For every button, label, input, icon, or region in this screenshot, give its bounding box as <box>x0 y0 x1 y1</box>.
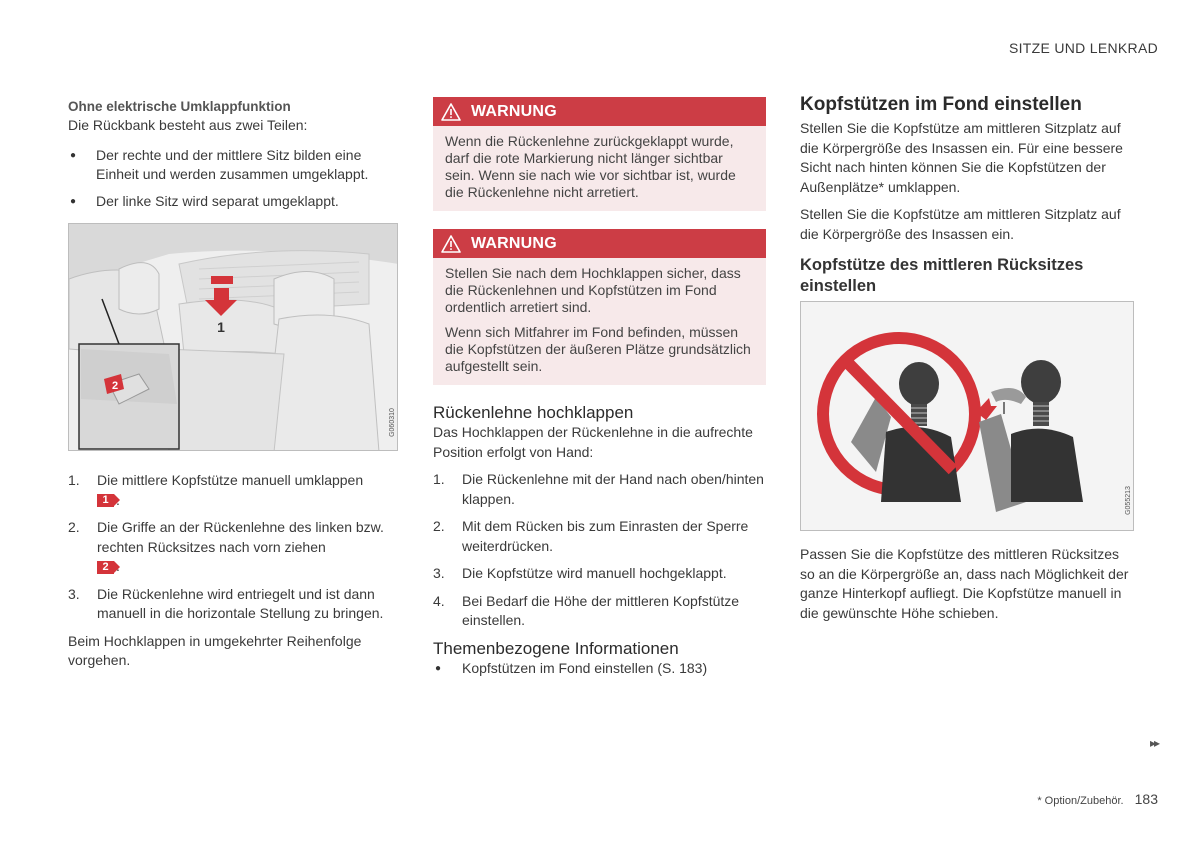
related-info-list <box>433 659 766 679</box>
list-item: 3. Die Rückenlehne wird entriegelt und ist dann manuell in die horizontale Stellung zu bringen. <box>68 585 384 621</box>
warning-text: Wenn die Rückenlehne zurückgeklappt wurde, darf die rote Markierung nicht länger sichtbar sein. Wenn sie nach wie vor sichtbar ist, wurde die Rückenlehne nicht arretiert. <box>445 133 736 200</box>
section-heading-raise-backrest: Rückenlehne hochklappen <box>433 403 634 422</box>
continue-arrow-icon: ▸▸ <box>1149 736 1158 750</box>
list-item: 3. Die Kopfstütze wird manuell hochgeklappt. <box>433 565 727 581</box>
raise-steps-list <box>433 470 766 631</box>
warning-title: WARNUNG <box>471 234 557 252</box>
warning-triangle-icon <box>441 103 461 121</box>
warning-title: WARNUNG <box>471 102 557 120</box>
warning-header <box>433 97 766 126</box>
list-item: 1. Die mittlere Kopfstütze manuell umklappen 1 <box>68 472 364 507</box>
closing-text: Beim Hochklappen in umgekehrter Reihenfolge vorgehen. <box>68 632 362 668</box>
intro-text: Das Hochklappen der Rückenlehne in die aufrechte Position erfolgt von Hand: <box>433 424 753 460</box>
warning-text: Wenn sich Mitfahrer im Fond befinden, müssen die Kopfstützen der äußeren Plätze grundsätzlich aufgestellt sein. <box>445 324 751 374</box>
subheading-no-electric-fold: Ohne elektrische Umklappfunktion <box>68 99 291 114</box>
body-text: Stellen Sie die Kopfstütze am mittleren Sitzplatz auf die Körpergröße des Insassen ein. Für eine bessere Sicht nach hinten können Sie die Kopfstützen der Außenplätze* umklappen. <box>800 120 1123 195</box>
warning-box <box>433 97 766 211</box>
body-text: Stellen Sie die Kopfstütze am mittleren Sitzplatz auf die Körpergröße des Insassen ein. <box>800 206 1121 242</box>
list-item: ● Der linke Sitz wird separat umgeklappt. <box>68 192 398 212</box>
bullet-list <box>68 146 398 212</box>
option-footnote: * Option/Zubehör. <box>1037 795 1124 807</box>
left-column <box>68 94 398 671</box>
callout-badge: 2 <box>97 561 114 574</box>
subheading-middle-headrest: Kopfstütze des mittleren Rücksitzes einstellen <box>800 256 1084 295</box>
page-title: Kopfstützen im Fond einstellen <box>800 94 1082 115</box>
headrest-figure <box>800 301 1134 531</box>
headrest-illustration <box>801 302 1134 531</box>
list-item: 2. Die Griffe an der Rückenlehne des linken bzw. rechten Rücksitzes nach vorn ziehen 2 <box>68 519 384 573</box>
fold-steps-list <box>68 471 398 624</box>
related-info-heading: Themenbezogene Informationen <box>433 638 679 658</box>
page-footer <box>1037 791 1158 807</box>
rear-seat-illustration <box>69 224 398 451</box>
figure-callout-1: 1 <box>217 319 225 335</box>
section-title: SITZE UND LENKRAD <box>1008 40 1158 56</box>
warning-triangle-icon <box>441 235 461 253</box>
page-number: 183 <box>1134 791 1158 807</box>
list-item: ● Der rechte und der mittlere Sitz bilden eine Einheit und werden zusammen umgeklappt. <box>68 146 398 185</box>
list-item: 2. Mit dem Rücken bis zum Einrasten der Sperre weiterdrücken. <box>433 518 749 554</box>
warning-header <box>433 229 766 258</box>
figure-callout-2: 2 <box>111 380 119 392</box>
figure-caption: Passen Sie die Kopfstütze des mittleren Rücksitzes so an die Körpergröße an, dass nach Möglichkeit der ganze Hinterkopf aufliegt. Die Kopfstütze manuell in die gewünschte Höhe schieben. <box>800 546 1129 621</box>
figure-code: G060310 <box>389 408 397 437</box>
intro-text: Die Rückbank besteht aus zwei Teilen: <box>68 117 308 133</box>
callout-badge: 1 <box>97 494 114 507</box>
rear-seat-figure <box>68 223 398 451</box>
warning-box <box>433 229 766 385</box>
related-link[interactable]: ● Kopfstützen im Fond einstellen (S. 183) <box>433 659 766 679</box>
list-item: 4. Bei Bedarf die Höhe der mittleren Kopfstütze einstellen. <box>433 592 740 628</box>
middle-column <box>433 97 766 685</box>
right-column <box>800 94 1134 623</box>
warning-text: Stellen Sie nach dem Hochklappen sicher, dass die Rückenlehnen und Kopfstützen im Fond ordentlich arretiert sind. <box>445 265 741 315</box>
figure-code: G055213 <box>1125 486 1133 515</box>
list-item: 1. Die Rückenlehne mit der Hand nach oben/hinten klappen. <box>433 471 764 507</box>
